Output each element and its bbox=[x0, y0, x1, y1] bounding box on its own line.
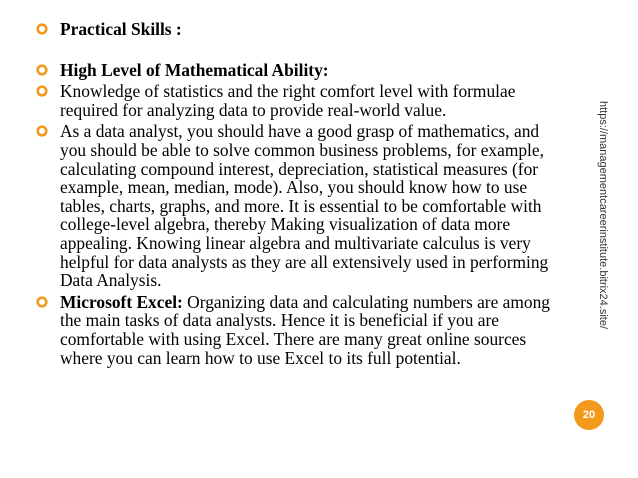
side-url bbox=[596, 100, 610, 330]
circle-bullet-icon bbox=[36, 64, 48, 76]
circle-bullet-icon bbox=[36, 23, 48, 35]
bullet-text: As a data analyst, you should have a good grasp of mathematics, and you should be able to solve common business problems, for example, calculating compound interest, depreciation, statistical measures (for example, mean, median, mode). Also, you should know how to use tables, charts, graphs, and more. It is essential to be comfortable with college-level algebra, thereby Making visualization of data more appealing. Knowing linear algebra and multivariate calculus is very helpful for data analysts as they are all extensively used in performing Data Analysis. bbox=[60, 121, 549, 291]
bullet-heading: Practical Skills : bbox=[60, 19, 182, 39]
bullet-heading: Microsoft Excel: bbox=[60, 291, 183, 312]
bullet-text: Organizing data and calculating numbers are among the main tasks of data analysts. Hence it is beneficial if you are comfortable with using Excel. There are many great online sources where you can learn how to use Excel to its full potential. bbox=[60, 291, 550, 368]
page-number-badge: 20 bbox=[574, 400, 604, 430]
bullet-heading: High Level of Mathematical Ability: bbox=[60, 59, 329, 80]
slide-content bbox=[28, 20, 550, 367]
side-url-text: https://managementcareerinstitute.bitrix24.site/ bbox=[597, 100, 609, 330]
bullet-practical-skills bbox=[28, 20, 550, 39]
circle-bullet-icon bbox=[36, 296, 48, 308]
circle-bullet-icon bbox=[36, 85, 48, 97]
bullet-data-analyst-math bbox=[28, 122, 550, 289]
bullet-microsoft-excel bbox=[28, 293, 550, 367]
bullet-text: Knowledge of statistics and the right comfort level with formulae required for analyzing data to provide real-world value. bbox=[60, 81, 516, 120]
circle-bullet-icon bbox=[36, 125, 48, 137]
bullet-math-ability bbox=[28, 61, 550, 80]
bullet-statistics bbox=[28, 82, 550, 119]
